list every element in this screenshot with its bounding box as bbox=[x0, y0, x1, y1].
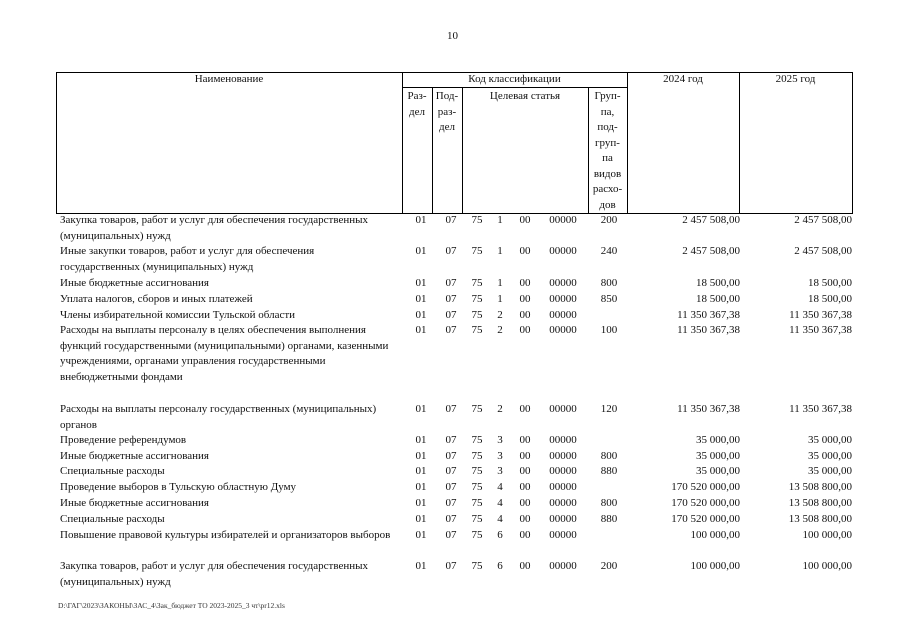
header-name: Наименование bbox=[194, 73, 264, 85]
cell-cs4: 00000 bbox=[549, 529, 577, 541]
cell-y2024: 11 350 367,38 bbox=[677, 403, 740, 415]
cell-y2025: 35 000,00 bbox=[808, 465, 852, 477]
header-razdel-line: Раз- bbox=[407, 90, 427, 102]
cell-cs2: 3 bbox=[497, 465, 503, 477]
header-gruppa-line: па, bbox=[600, 105, 615, 118]
cell-podrazdel: 07 bbox=[445, 293, 457, 305]
cell-cs2: 1 bbox=[497, 293, 503, 305]
cell-podrazdel: 07 bbox=[445, 245, 457, 257]
cell-razdel: 01 bbox=[415, 434, 427, 446]
cell-y2024: 18 500,00 bbox=[696, 277, 740, 289]
table-header bbox=[56, 72, 853, 214]
cell-cs2: 1 bbox=[497, 245, 503, 257]
cell-razdel: 01 bbox=[415, 529, 427, 541]
cell-cs1: 75 bbox=[471, 529, 483, 541]
cell-cs4: 00000 bbox=[549, 434, 577, 446]
cell-y2024: 170 520 000,00 bbox=[671, 481, 740, 493]
header-razdel bbox=[402, 89, 432, 120]
col-border bbox=[56, 72, 57, 214]
cell-cs4: 00000 bbox=[549, 403, 577, 415]
cell-cs1: 75 bbox=[471, 497, 483, 509]
cell-razdel: 01 bbox=[415, 481, 427, 493]
cell-grp: 850 bbox=[600, 293, 618, 305]
header-kod: Код классификации bbox=[468, 73, 561, 85]
cell-cs2: 1 bbox=[497, 277, 503, 289]
header-podrazdel bbox=[432, 89, 462, 136]
header-podrazdel-line: раз- bbox=[437, 105, 457, 118]
cell-cs2: 4 bbox=[497, 497, 503, 509]
cell-cs1: 75 bbox=[471, 465, 483, 477]
cell-y2025: 13 508 800,00 bbox=[788, 513, 852, 525]
header-2025: 2025 год bbox=[775, 73, 816, 85]
cell-cs3: 00 bbox=[519, 434, 531, 446]
header-gruppa-line: груп- bbox=[595, 136, 620, 149]
cell-y2024: 100 000,00 bbox=[690, 529, 740, 541]
cell-y2025: 18 500,00 bbox=[808, 293, 852, 305]
cell-podrazdel: 07 bbox=[445, 513, 457, 525]
cell-razdel: 01 bbox=[415, 450, 427, 462]
cell-cs4: 00000 bbox=[549, 245, 577, 257]
cell-cs3: 00 bbox=[519, 403, 531, 415]
cell-cs1: 75 bbox=[471, 481, 483, 493]
cell-cs2: 4 bbox=[497, 481, 503, 493]
header-gruppa-line: па bbox=[602, 152, 613, 164]
cell-name: Расходы на выплаты персоналу в целях обеспечения выполнения функций государственными (муниципальными) органами, казенными учреждениями, органами управления государственными внебюджетными фондами bbox=[60, 324, 389, 383]
cell-y2025: 100 000,00 bbox=[802, 529, 852, 541]
cell-y2024: 2 457 508,00 bbox=[682, 245, 740, 257]
header-2024: 2024 год bbox=[663, 73, 703, 85]
cell-cs4: 00000 bbox=[549, 293, 577, 305]
cell-cs2: 3 bbox=[497, 434, 503, 446]
cell-y2024: 11 350 367,38 bbox=[677, 324, 740, 336]
cell-y2025: 35 000,00 bbox=[808, 434, 852, 446]
cell-cs3: 00 bbox=[519, 529, 531, 541]
cell-cs2: 1 bbox=[497, 214, 503, 226]
cell-razdel: 01 bbox=[415, 497, 427, 509]
header-gruppa-line: видов bbox=[593, 167, 622, 180]
cell-podrazdel: 07 bbox=[445, 497, 457, 509]
cell-cs4: 00000 bbox=[549, 560, 577, 572]
cell-grp: 800 bbox=[600, 497, 618, 509]
cell-name: Иные бюджетные ассигнования bbox=[60, 450, 209, 462]
cell-cs3: 00 bbox=[519, 245, 531, 257]
header-podrazdel-line: дел bbox=[439, 121, 455, 133]
cell-cs2: 2 bbox=[497, 309, 503, 321]
cell-cs4: 00000 bbox=[549, 214, 577, 226]
cell-cs1: 75 bbox=[471, 309, 483, 321]
cell-name: Проведение выборов в Тульскую областную Думу bbox=[60, 481, 297, 493]
cell-y2025: 11 350 367,38 bbox=[789, 324, 852, 336]
header-gruppa-line: под- bbox=[597, 121, 618, 133]
cell-y2024: 100 000,00 bbox=[690, 560, 740, 572]
cell-cs3: 00 bbox=[519, 214, 531, 226]
cell-razdel: 01 bbox=[415, 309, 427, 321]
cell-y2025: 11 350 367,38 bbox=[789, 403, 852, 415]
cell-cs1: 75 bbox=[471, 434, 483, 446]
cell-razdel: 01 bbox=[415, 560, 427, 572]
cell-cs3: 00 bbox=[519, 497, 531, 509]
cell-cs1: 75 bbox=[471, 450, 483, 462]
cell-y2024: 11 350 367,38 bbox=[677, 309, 740, 321]
header-gruppa bbox=[588, 89, 627, 213]
cell-cs1: 75 bbox=[471, 403, 483, 415]
header-podrazdel-line: Под- bbox=[435, 90, 459, 102]
col-border bbox=[462, 87, 463, 214]
cell-cs3: 00 bbox=[519, 293, 531, 305]
header-razdel-line: дел bbox=[409, 105, 425, 118]
cell-y2025: 100 000,00 bbox=[802, 560, 852, 572]
header-gruppa-line: расхо- bbox=[592, 183, 623, 195]
cell-cs3: 00 bbox=[519, 513, 531, 525]
cell-y2025: 18 500,00 bbox=[808, 277, 852, 289]
cell-grp: 200 bbox=[600, 214, 618, 226]
cell-grp: 800 bbox=[600, 277, 618, 289]
cell-podrazdel: 07 bbox=[445, 214, 457, 226]
cell-cs1: 75 bbox=[471, 214, 483, 226]
cell-podrazdel: 07 bbox=[445, 529, 457, 541]
cell-podrazdel: 07 bbox=[445, 481, 457, 493]
cell-cs2: 6 bbox=[497, 560, 503, 572]
cell-cs3: 00 bbox=[519, 324, 531, 336]
cell-podrazdel: 07 bbox=[445, 277, 457, 289]
cell-y2025: 13 508 800,00 bbox=[788, 481, 852, 493]
cell-podrazdel: 07 bbox=[445, 324, 457, 336]
cell-cs3: 00 bbox=[519, 560, 531, 572]
cell-y2024: 18 500,00 bbox=[696, 293, 740, 305]
cell-cs3: 00 bbox=[519, 309, 531, 321]
cell-razdel: 01 bbox=[415, 513, 427, 525]
cell-grp: 240 bbox=[600, 245, 618, 257]
header-celevaya: Целевая статья bbox=[489, 90, 561, 102]
cell-grp: 100 bbox=[600, 324, 618, 336]
cell-cs4: 00000 bbox=[549, 513, 577, 525]
col-border bbox=[627, 72, 628, 214]
cell-y2024: 2 457 508,00 bbox=[682, 214, 740, 226]
file-path-footer: D:\ГАГ\2023\ЗАКОНЫ\ЗАС_4\Зак_бюджет ТО 2023-2025_3 чт\pr12.xls bbox=[58, 601, 285, 610]
cell-name: Закупка товаров, работ и услуг для обеспечения государственных (муниципальных) нужд bbox=[60, 214, 369, 242]
cell-name: Специальные расходы bbox=[60, 465, 165, 477]
cell-cs1: 75 bbox=[471, 277, 483, 289]
cell-cs4: 00000 bbox=[549, 465, 577, 477]
col-border bbox=[739, 72, 740, 214]
cell-podrazdel: 07 bbox=[445, 434, 457, 446]
cell-grp: 880 bbox=[600, 465, 618, 477]
cell-cs3: 00 bbox=[519, 465, 531, 477]
cell-razdel: 01 bbox=[415, 403, 427, 415]
page-number: 10 bbox=[447, 30, 458, 42]
cell-cs4: 00000 bbox=[549, 481, 577, 493]
cell-name: Иные бюджетные ассигнования bbox=[60, 497, 209, 509]
cell-y2025: 11 350 367,38 bbox=[789, 309, 852, 321]
cell-cs2: 6 bbox=[497, 529, 503, 541]
cell-grp: 120 bbox=[600, 403, 618, 415]
cell-podrazdel: 07 bbox=[445, 450, 457, 462]
col-border bbox=[852, 72, 853, 214]
cell-razdel: 01 bbox=[415, 465, 427, 477]
cell-grp: 880 bbox=[600, 513, 618, 525]
cell-podrazdel: 07 bbox=[445, 560, 457, 572]
cell-y2024: 170 520 000,00 bbox=[671, 513, 740, 525]
cell-razdel: 01 bbox=[415, 293, 427, 305]
cell-razdel: 01 bbox=[415, 324, 427, 336]
header-gruppa-line: Груп- bbox=[594, 90, 621, 102]
cell-cs1: 75 bbox=[471, 560, 483, 572]
cell-razdel: 01 bbox=[415, 245, 427, 257]
cell-cs4: 00000 bbox=[549, 324, 577, 336]
cell-podrazdel: 07 bbox=[445, 309, 457, 321]
cell-y2025: 35 000,00 bbox=[808, 450, 852, 462]
cell-name: Повышение правовой культуры избирателей и организаторов выборов bbox=[60, 529, 391, 541]
cell-y2024: 170 520 000,00 bbox=[671, 497, 740, 509]
cell-cs1: 75 bbox=[471, 513, 483, 525]
cell-cs1: 75 bbox=[471, 245, 483, 257]
cell-name: Члены избирательной комиссии Тульской области bbox=[60, 309, 296, 321]
cell-cs4: 00000 bbox=[549, 277, 577, 289]
cell-cs3: 00 bbox=[519, 450, 531, 462]
cell-y2025: 13 508 800,00 bbox=[788, 497, 852, 509]
cell-razdel: 01 bbox=[415, 214, 427, 226]
cell-name: Проведение референдумов bbox=[60, 434, 187, 446]
cell-name: Иные бюджетные ассигнования bbox=[60, 277, 209, 289]
cell-cs1: 75 bbox=[471, 293, 483, 305]
cell-cs1: 75 bbox=[471, 324, 483, 336]
cell-cs4: 00000 bbox=[549, 309, 577, 321]
cell-cs2: 2 bbox=[497, 403, 503, 415]
cell-cs2: 2 bbox=[497, 324, 503, 336]
cell-y2024: 35 000,00 bbox=[696, 434, 740, 446]
cell-cs3: 00 bbox=[519, 277, 531, 289]
cell-name: Уплата налогов, сборов и иных платежей bbox=[60, 293, 253, 305]
cell-name: Расходы на выплаты персоналу государственных (муниципальных) органов bbox=[60, 403, 377, 431]
cell-cs3: 00 bbox=[519, 481, 531, 493]
cell-cs2: 3 bbox=[497, 450, 503, 462]
header-gruppa-line: дов bbox=[599, 198, 616, 211]
cell-name: Специальные расходы bbox=[60, 513, 165, 525]
cell-podrazdel: 07 bbox=[445, 465, 457, 477]
cell-cs4: 00000 bbox=[549, 497, 577, 509]
cell-cs4: 00000 bbox=[549, 450, 577, 462]
cell-podrazdel: 07 bbox=[445, 403, 457, 415]
cell-y2024: 35 000,00 bbox=[696, 465, 740, 477]
cell-y2024: 35 000,00 bbox=[696, 450, 740, 462]
cell-cs2: 4 bbox=[497, 513, 503, 525]
cell-grp: 800 bbox=[600, 450, 618, 462]
cell-name: Закупка товаров, работ и услуг для обеспечения государственных (муниципальных) нужд bbox=[60, 560, 369, 588]
cell-y2025: 2 457 508,00 bbox=[794, 245, 852, 257]
cell-grp: 200 bbox=[600, 560, 618, 572]
cell-razdel: 01 bbox=[415, 277, 427, 289]
cell-y2025: 2 457 508,00 bbox=[794, 214, 852, 226]
cell-name: Иные закупки товаров, работ и услуг для обеспечения государственных (муниципальных) нужд bbox=[60, 245, 315, 273]
